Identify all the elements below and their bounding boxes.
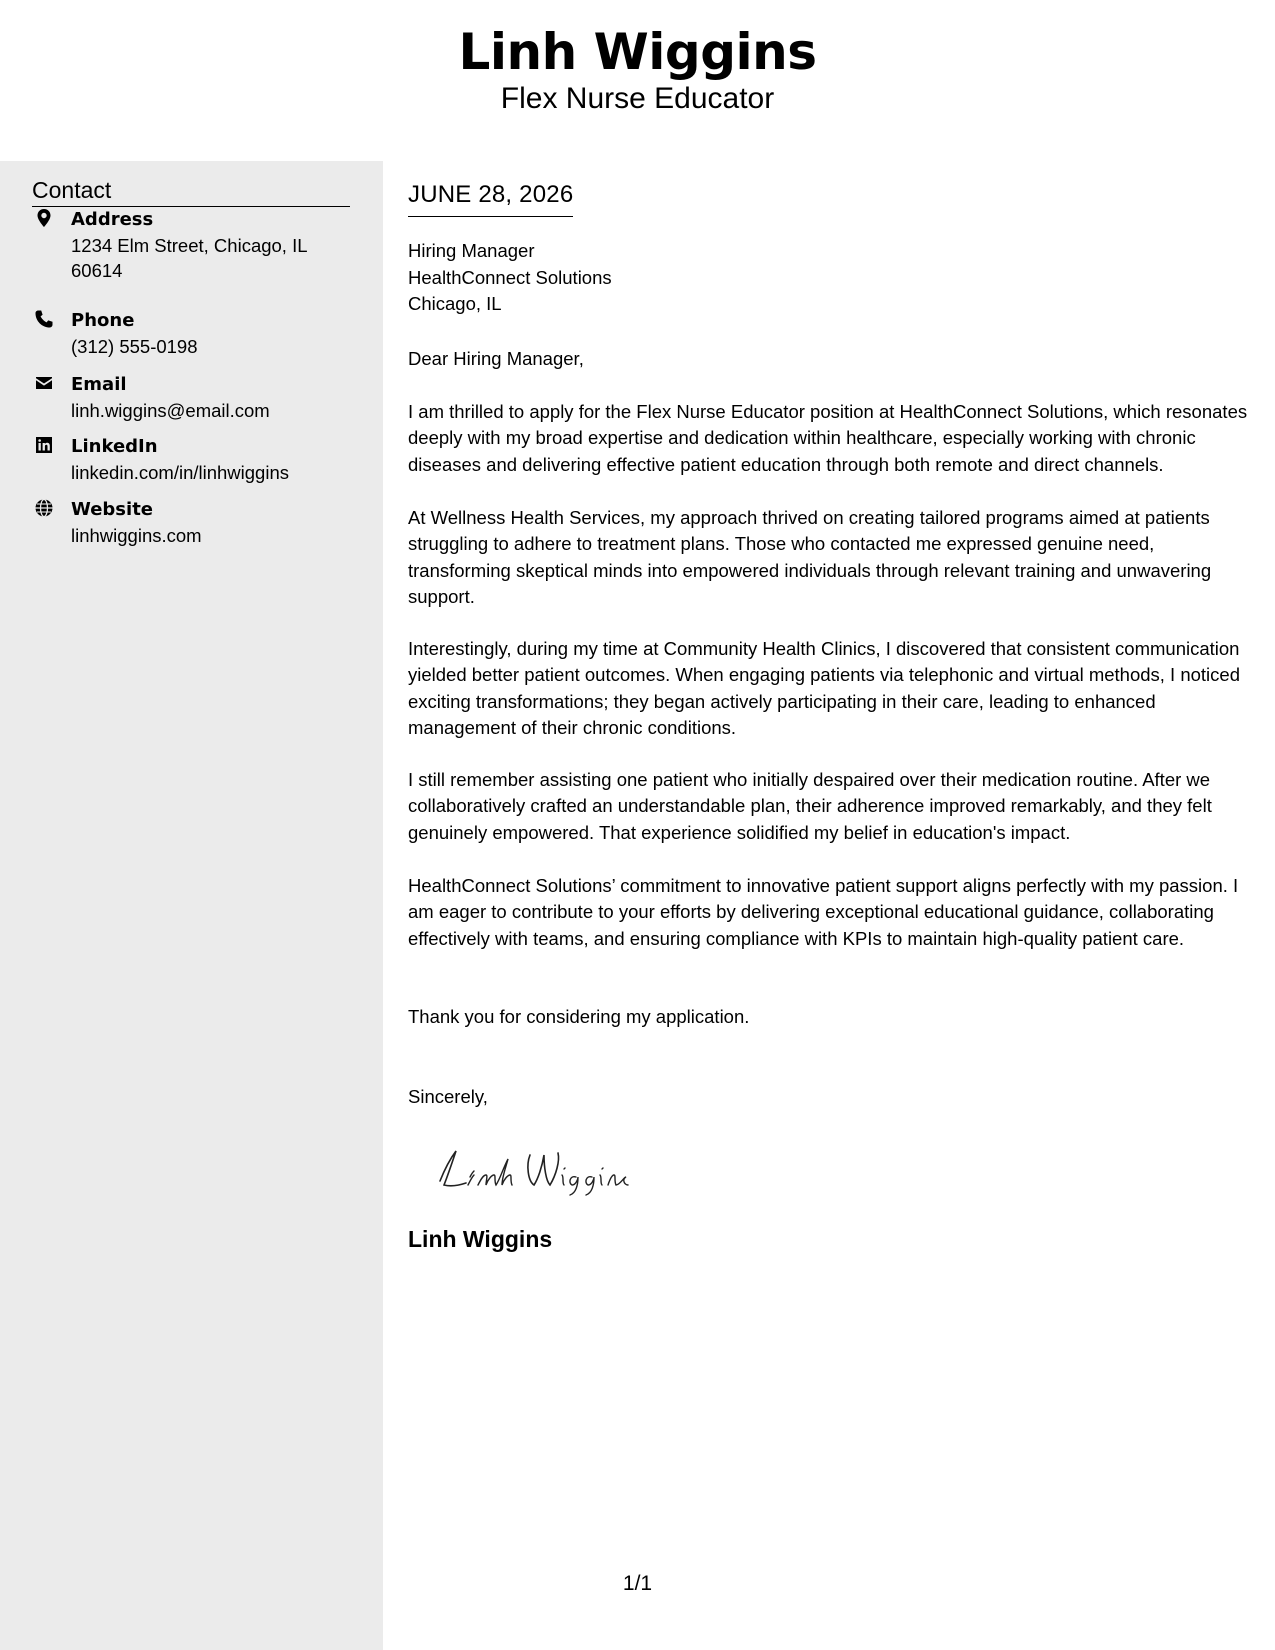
contact-value-linkedin: linkedin.com/in/linhwiggins: [71, 462, 289, 483]
phone-icon: [34, 309, 54, 329]
recipient-line: HealthConnect Solutions: [408, 266, 612, 288]
letter-paragraph: I am thrilled to apply for the Flex Nurse Educator position at HealthConnect Solutions, which resonates deeply with my broad expertise and dedication within healthcare, especially working with chronic diseases and delivering effective patient education through both remote and direct channels.: [408, 401, 1248, 475]
letter-paragraph: Interestingly, during my time at Community Health Clinics, I discovered that consistent communication yielded better patient outcomes. When engaging patients via telephonic and virtual methods, I noticed exciting transformations; they began actively participating in their care, leading to enhanced management of their chronic conditions.: [408, 638, 1240, 739]
contact-value-phone: (312) 555-0198: [71, 336, 198, 357]
letter-closing: Sincerely,: [408, 1086, 488, 1107]
globe-icon: [34, 498, 54, 518]
contact-sidebar: [0, 161, 383, 1650]
letter-greeting: Dear Hiring Manager,: [408, 348, 584, 369]
contact-label-phone: Phone: [71, 310, 135, 331]
page-number: 1/1: [622, 1572, 653, 1595]
handwritten-signature: [430, 1141, 670, 1201]
contact-label-address: Address: [71, 209, 154, 230]
recipient-line: Hiring Manager: [408, 240, 535, 261]
recipient-line: Chicago, IL: [408, 293, 502, 314]
contact-heading: Contact: [32, 175, 350, 207]
contact-value-address: 1234 Elm Street, Chicago, IL 60614: [71, 235, 307, 281]
letter-paragraph: HealthConnect Solutions’ commitment to innovative patient support aligns perfectly with my passion. I am eager to contribute to your efforts by delivering exceptional educational guidance, collaborating effectively with teams, and ensuring compliance with KPIs to maintain high-quality patient care.: [408, 875, 1239, 949]
recipient-block: [408, 238, 612, 318]
contact-value-email: linh.wiggins@email.com: [71, 400, 270, 421]
resume-header: [0, 0, 1275, 160]
envelope-icon: [34, 373, 54, 393]
contact-label-website: Website: [71, 499, 154, 520]
map-pin-icon: [34, 208, 54, 228]
letter-date: JUNE 28, 2026: [408, 180, 573, 217]
applicant-name: Linh Wiggins: [458, 23, 817, 81]
linkedin-icon: [34, 435, 54, 455]
contact-value-website: linhwiggins.com: [71, 525, 202, 546]
contact-label-email: Email: [71, 374, 127, 395]
letter-paragraph: At Wellness Health Services, my approach thrived on creating tailored programs aimed at patients struggling to adhere to treatment plans. Those who contacted me expressed genuine need, transforming skeptical minds into empowered individuals through relevant training and unwavering support.: [408, 507, 1212, 608]
signature-name: Linh Wiggins: [408, 1226, 553, 1252]
letter-paragraph: I still remember assisting one patient who initially despaired over their medication routine. After we collaboratively crafted an understandable plan, their adherence improved remarkably, and they felt genuinely empowered. That experience solidified my belief in education's impact.: [408, 769, 1212, 843]
applicant-job-title: Flex Nurse Educator: [500, 82, 775, 115]
letter-paragraph: Thank you for considering my application.: [408, 1006, 750, 1027]
contact-label-linkedin: LinkedIn: [71, 436, 158, 457]
